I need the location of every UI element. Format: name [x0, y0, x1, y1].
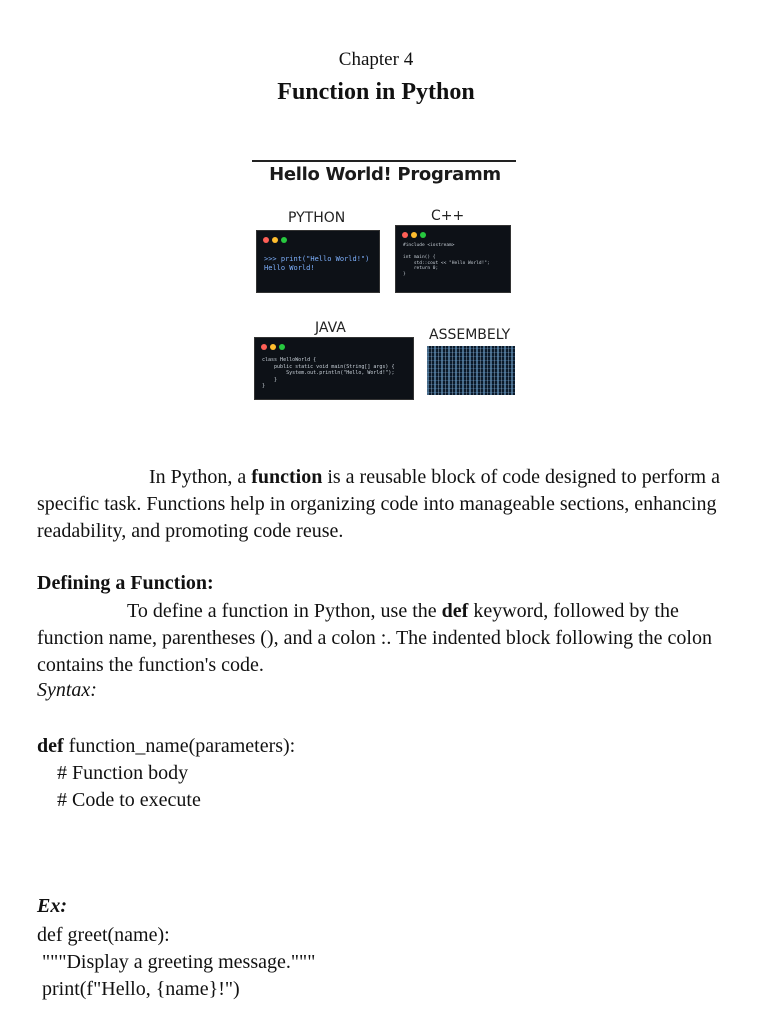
window-dots-icon: [263, 237, 287, 243]
java-label: JAVA: [315, 320, 346, 336]
page-title: Function in Python: [277, 79, 475, 105]
window-dots-icon: [261, 344, 285, 350]
define-paragraph: To define a function in Python, use the def keyword, followed by the function name, parentheses (), and a colon :. The indented block following the colon contains the function's code.: [37, 600, 712, 676]
cpp-code-panel: [395, 225, 511, 293]
assembly-code-image: [427, 346, 515, 395]
python-code: >>> print("Hello World!") Hello World!: [264, 255, 370, 273]
window-dots-icon: [402, 232, 426, 238]
figure-heading: Hello World! Programm: [269, 164, 501, 185]
java-code: class HelloWorld { public static void main(String[] args) { System.out.println("Hello, World!"); } }: [262, 357, 395, 389]
syntax-label: Syntax:: [37, 679, 97, 701]
java-code-panel: [254, 337, 414, 400]
python-label: PYTHON: [288, 210, 346, 226]
chapter-number: Chapter 4: [338, 49, 414, 70]
example-code: def greet(name): """Display a greeting message.""" print(f"Hello, {name}!"): [37, 924, 316, 1000]
syntax-keyword: def: [37, 735, 64, 757]
intro-paragraph: In Python, a function is a reusable block of code designed to perform a specific task. Functions help in organizing code into manageable sections, enhancing readability, and promoting code reuse.: [37, 466, 720, 542]
def-keyword: def: [441, 600, 469, 622]
function-term: function: [251, 466, 323, 488]
python-code-panel: [256, 230, 380, 293]
figure-rule: [252, 160, 516, 162]
example-label: Ex:: [37, 895, 67, 917]
section-heading: Defining a Function:: [37, 572, 214, 594]
cpp-code: #include <iostream> int main() { std::cout << "Hello World!"; return 0; }: [403, 243, 490, 278]
hello-world-figure: [252, 158, 518, 404]
cpp-label: C++: [431, 208, 465, 224]
syntax-body: # Function body # Code to execute: [57, 762, 201, 811]
syntax-code: def function_name(parameters): # Function body # Code to execute: [37, 735, 296, 811]
assembly-label: ASSEMBELY: [429, 327, 511, 343]
